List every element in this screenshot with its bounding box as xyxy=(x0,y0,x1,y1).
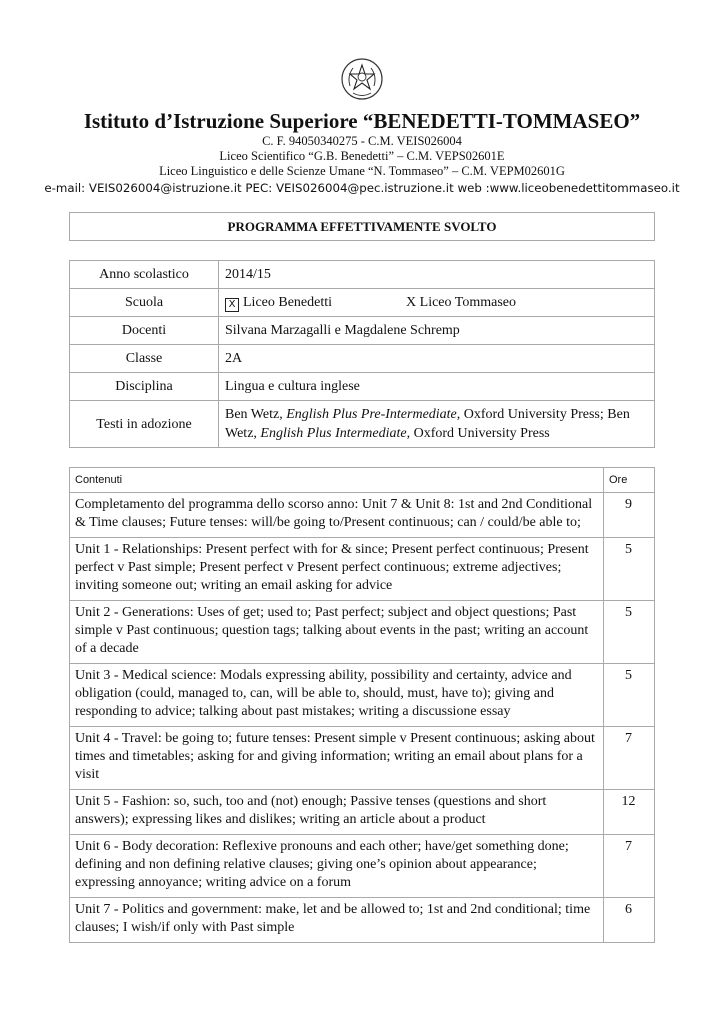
school-option-tommaseo: X Liceo Tommaseo xyxy=(406,295,516,310)
program-title: PROGRAMMA EFFETTIVAMENTE SVOLTO xyxy=(70,213,655,241)
table-row xyxy=(70,493,655,538)
year-label: Anno scolastico xyxy=(70,261,219,289)
table-row xyxy=(70,898,655,943)
row-hours: 6 xyxy=(604,898,655,943)
row-hours: 9 xyxy=(604,493,655,538)
row-hours: 12 xyxy=(604,790,655,835)
contents-header-row xyxy=(70,468,655,493)
contents-table xyxy=(69,467,655,943)
row-content: Unit 7 - Politics and government: make, let and be allowed to; 1st and 2nd conditional; time clauses; I wish/if only with Past simple xyxy=(70,898,604,943)
school-option-benedetti: Liceo Benedetti xyxy=(243,295,333,310)
texts-value xyxy=(219,401,655,448)
row-hours: 7 xyxy=(604,727,655,790)
table-row xyxy=(70,790,655,835)
row-content: Unit 1 - Relationships: Present perfect with for & since; Present perfect continuous; Present perfect v Past simple; Present perfect v Present perfect continuous; extreme adjectives; inviting someone out; writing an email asking for advice xyxy=(70,538,604,601)
teachers-label: Docenti xyxy=(70,317,219,345)
program-title-box xyxy=(69,212,655,241)
row-content: Unit 5 - Fashion: so, such, too and (not) enough; Passive tenses (questions and short answers); expressing likes and dislikes; writing an article about a product xyxy=(70,790,604,835)
year-value: 2014/15 xyxy=(219,261,655,289)
texts-book-1: English Plus Pre-Intermediate xyxy=(286,407,457,422)
texts-publisher-author-2: , Oxford University Press; Ben Wetz, xyxy=(225,407,630,441)
contacts-line: e-mail: VEIS026004@istruzione.it PEC: VEIS026004@pec.istruzione.it web :www.liceobenedettitommaseo.it xyxy=(44,181,680,195)
row-hours: 5 xyxy=(604,664,655,727)
texts-publisher-2: , Oxford University Press xyxy=(406,426,550,441)
row-content: Unit 3 - Medical science: Modals expressing ability, possibility and certainty, advice and obligation (could, managed to, can, will be able to, should, must, have to); giving and responding to advice; talking about past mistakes; writing a discussione essay xyxy=(70,664,604,727)
table-row xyxy=(70,601,655,664)
contents-column-header: Contenuti xyxy=(70,468,604,493)
row-content: Unit 6 - Body decoration: Reflexive pronouns and each other; have/get something done; defining and non defining relative clauses; giving one’s opinion about appearance; expressing annoyance; writing advice on a forum xyxy=(70,835,604,898)
institute-codes: C. F. 94050340275 - C.M. VEIS026004 xyxy=(262,134,462,148)
course-info-table xyxy=(69,260,655,448)
info-row-year xyxy=(70,261,655,289)
row-hours: 5 xyxy=(604,601,655,664)
italian-republic-emblem-icon xyxy=(339,56,385,102)
info-row-teachers xyxy=(70,317,655,345)
class-value: 2A xyxy=(219,345,655,373)
school-checkbox: X xyxy=(225,298,239,312)
row-hours: 7 xyxy=(604,835,655,898)
table-row xyxy=(70,538,655,601)
subject-value: Lingua e cultura inglese xyxy=(219,373,655,401)
table-row xyxy=(70,835,655,898)
class-label: Classe xyxy=(70,345,219,373)
teachers-value: Silvana Marzagalli e Magdalene Schremp xyxy=(219,317,655,345)
info-row-class xyxy=(70,345,655,373)
row-hours: 5 xyxy=(604,538,655,601)
row-content: Unit 4 - Travel: be going to; future tenses: Present simple v Present continuous; asking about times and timetables; asking for and giving information; writing an email about plans for a visit xyxy=(70,727,604,790)
table-row xyxy=(70,664,655,727)
table-row xyxy=(70,727,655,790)
texts-label: Testi in adozione xyxy=(70,401,219,448)
school-label: Scuola xyxy=(70,289,219,317)
school-value xyxy=(219,289,655,317)
document-header xyxy=(0,56,724,197)
institute-title: Istituto d’Istruzione Superiore “BENEDETTI-TOMMASEO” xyxy=(83,109,641,133)
row-content: Unit 2 - Generations: Uses of get; used to; Past perfect; subject and object questions; Past simple v Past continuous; question tags; talking about events in the past; writing an account of a decade xyxy=(70,601,604,664)
subject-label: Disciplina xyxy=(70,373,219,401)
texts-author-1: Ben Wetz, xyxy=(225,407,287,422)
info-row-texts xyxy=(70,401,655,448)
texts-book-2: English Plus Intermediate xyxy=(260,426,407,441)
hours-column-header: Ore xyxy=(604,468,655,493)
school-tommaseo-line: Liceo Linguistico e delle Scienze Umane “N. Tommaseo” – C.M. VEPM02601G xyxy=(159,164,565,178)
info-row-school xyxy=(70,289,655,317)
info-row-subject xyxy=(70,373,655,401)
school-benedetti-line: Liceo Scientifico “G.B. Benedetti” – C.M. VEPS02601E xyxy=(219,149,505,163)
row-content: Completamento del programma dello scorso anno: Unit 7 & Unit 8: 1st and 2nd Conditional & Time clauses; Future tenses: will/be going to/Present continuous; can / could/be able to; xyxy=(70,493,604,538)
